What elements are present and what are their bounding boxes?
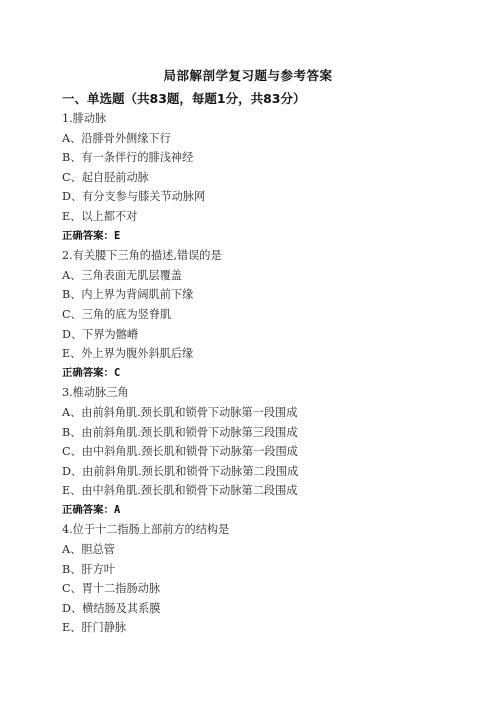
option: B、由前斜角肌.颈长肌和锁骨下动脉第三段围成 [62, 425, 298, 439]
option: C、起自胫前动脉 [62, 170, 149, 184]
option: E、外上界为腹外斜肌后缘 [62, 347, 194, 361]
question-stem: 4.位于十二指肠上部前方的结构是 [62, 523, 230, 537]
option: C、三角的底为竖脊肌 [62, 307, 172, 321]
option: D、由前斜角肌.颈长肌和锁骨下动脉第二段围成 [62, 464, 299, 478]
option: E、以上都不对 [62, 209, 138, 223]
answer-key: 正确答案：E [62, 229, 121, 242]
question-stem: 3.椎动脉三角 [62, 386, 129, 400]
option: A、由前斜角肌.颈长肌和锁骨下动脉第一段围成 [62, 405, 298, 419]
option: A、沿腓骨外侧缘下行 [62, 131, 171, 145]
section-heading: 一、单选题（共83题，每题1分，共83分） [62, 91, 306, 106]
option: A、三角表面无肌层覆盖 [62, 268, 182, 282]
question-stem: 1.腓动脉 [62, 112, 107, 125]
option: D、有分支参与膝关节动脉网 [62, 190, 206, 204]
option: B、肝方叶 [62, 562, 115, 576]
answer-key: 正确答案：A [62, 503, 121, 516]
question-stem: 2.有关腰下三角的描述,错误的是 [62, 249, 222, 263]
document-title: 局部解剖学复习题与参考答案 [163, 68, 333, 83]
option: B、有一条伴行的腓浅神经 [62, 151, 194, 165]
option: C、由中斜角肌.颈长肌和锁骨下动脉第一段围成 [62, 445, 298, 459]
option: D、横结肠及其系膜 [62, 601, 161, 615]
answer-key: 正确答案：C [62, 366, 121, 379]
option: C、胃十二指肠动脉 [62, 582, 161, 596]
option: E、由中斜角肌.颈长肌和锁骨下动脉第二段围成 [62, 484, 298, 498]
option: B、内上界为背阔肌前下缘 [62, 288, 194, 302]
option: D、下界为髂嵴 [62, 327, 139, 341]
option: E、肝门静脉 [62, 621, 127, 635]
option: A、胆总管 [62, 543, 115, 557]
question-list [62, 109, 442, 638]
